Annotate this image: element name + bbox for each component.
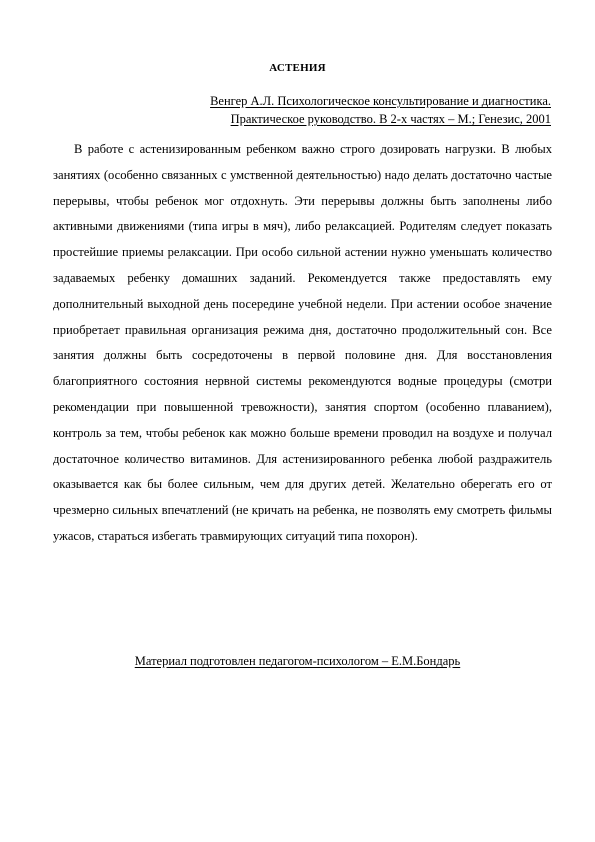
- reference-line-1: Венгер А.Л. Психологическое консультирование и диагностика.: [210, 94, 551, 108]
- body-paragraph: В работе с астенизированным ребенком важно строго дозировать нагрузки. В любых занятиях (особенно связанных с умственной деятельностью) надо делать достаточно частые перерывы, чтобы ребенок мог отдохнуть. Эти перерывы должны быть заполнены либо активными движениями (типа игры в мяч), либо релаксацией. Родителям следует показать простейшие приемы релаксации. При особо сильной астении нужно уменьшать количество задаваемых ребенку домашних заданий. Рекомендуется также предоставлять ему дополнительный выходной день посередине учебной недели. При астении особое значение приобретает правильная организация режима дня, достаточно продолжительный сон. Все занятия должны быть сосредоточены в первой половине дня. Для восстановления благоприятного состояния нервной системы рекомендуются водные процедуры (смотри рекомендации при повышенной тревожности), занятия спортом (особенно плаванием), контроль за тем, чтобы ребенок как можно больше времени проводил на воздухе и получал достаточное количество витаминов. Для астенизированного ребенка любой раздражитель оказывается как бы более сильным, чем для других детей. Желательно оберегать его от чрезмерно сильных впечатлений (не кричать на ребенка, не позволять ему смотреть фильмы ужасов, стараться избегать травмирующих ситуаций типа похорон).: [53, 142, 552, 543]
- reference-line-2: Практическое руководство. В 2-х частях – М.; Генезис, 2001: [230, 112, 551, 126]
- document-title: АСТЕНИЯ: [269, 62, 326, 74]
- author-footer: Материал подготовлен педагогом-психологом – Е.М.Бондарь: [134, 654, 461, 668]
- bibliographic-reference: [131, 92, 551, 128]
